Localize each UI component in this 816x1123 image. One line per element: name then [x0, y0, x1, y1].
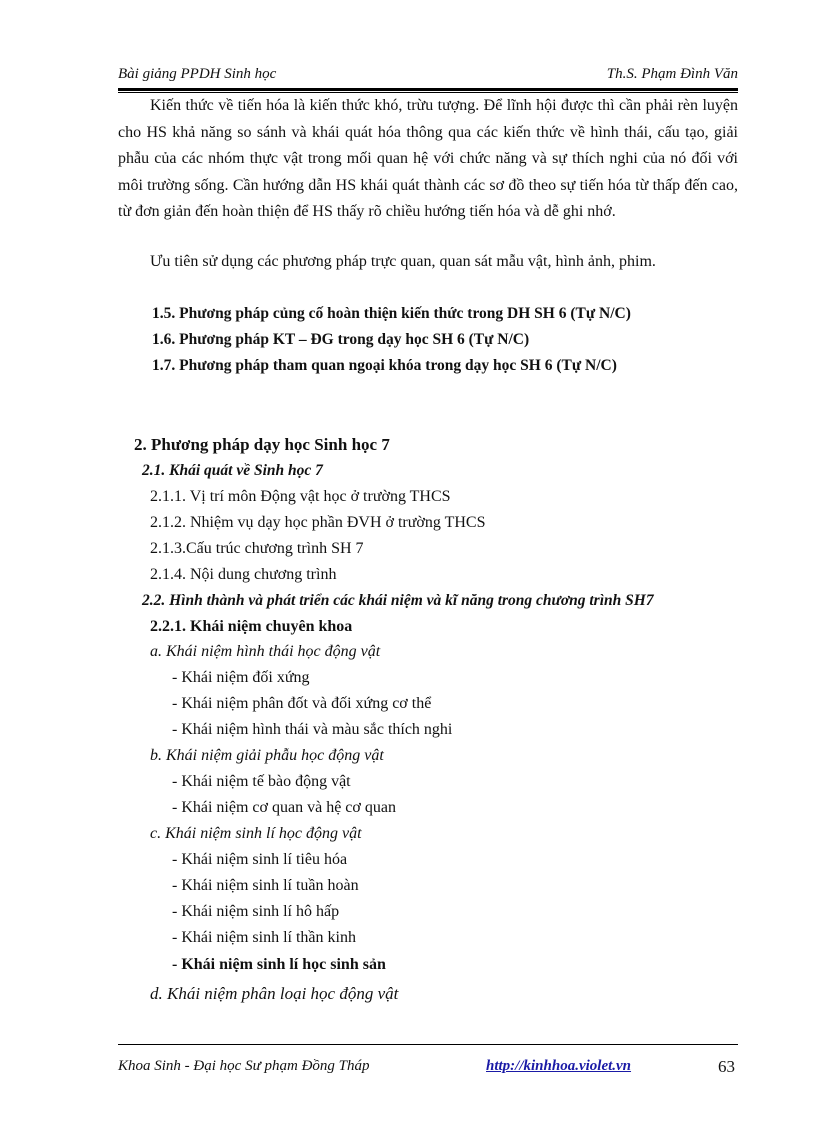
- paragraph-evolution: Kiến thức về tiến hóa là kiến thức khó, trừu tượng. Để lĩnh hội được thì cần phải rèn luyện cho HS khả năng so sánh và khái quát hóa thông qua các kiến thức về hình thái, cấu tạo, giải phẫu của các nhóm thực vật trong mối quan hệ với chức năng và sự thích nghi của nó đối với môi trường sống. Cần hướng dẫn HS khái quát thành các sơ đồ theo sự tiến hóa từ thấp đến cao, từ đơn giản đến hoàn thiện để HS thấy rõ chiều hướng tiến hóa và dễ ghi nhớ.: [118, 97, 738, 220]
- list-item: - Khái niệm sinh lí tuần hoàn: [172, 877, 359, 894]
- footer-website-link[interactable]: http://kinhhoa.violet.vn: [486, 1058, 632, 1074]
- list-item: - Khái niệm cơ quan và hệ cơ quan: [172, 799, 396, 816]
- item-2-1-4: 2.1.4. Nội dung chương trình: [150, 566, 337, 583]
- group-a-heading: a. Khái niệm hình thái học động vật: [150, 643, 381, 660]
- list-item: - Khái niệm sinh lí thần kinh: [172, 929, 356, 946]
- section-2-1-heading: 2.1. Khái quát về Sinh học 7: [142, 462, 323, 479]
- subsection-1-5: 1.5. Phương pháp củng cố hoàn thiện kiến thức trong DH SH 6 (Tự N/C): [152, 305, 631, 322]
- page-header: [118, 66, 738, 88]
- header-course-title: Bài giảng PPDH Sinh học: [118, 66, 277, 82]
- list-item-bold: - Khái niệm sinh lí học sinh sản: [172, 956, 386, 973]
- item-2-1-2: 2.1.2. Nhiệm vụ dạy học phần ĐVH ở trường THCS: [150, 514, 486, 531]
- list-item: - Khái niệm sinh lí tiêu hóa: [172, 851, 348, 868]
- group-b-heading: b. Khái niệm giải phẫu học động vật: [150, 747, 384, 764]
- group-d-heading: d. Khái niệm phân loại học động vật: [150, 984, 399, 1003]
- list-item: - Khái niệm đối xứng: [172, 669, 310, 686]
- page-number: 63: [718, 1057, 735, 1076]
- list-item: - Khái niệm sinh lí hô hấp: [172, 903, 340, 920]
- list-item: - Khái niệm phân đốt và đối xứng cơ thể: [172, 695, 432, 712]
- section-2-heading: 2. Phương pháp dạy học Sinh học 7: [134, 435, 390, 454]
- section-2-2-1-heading: 2.2.1. Khái niệm chuyên khoa: [150, 618, 353, 635]
- footer-rule: [118, 1044, 738, 1045]
- header-rule-thick: [118, 88, 738, 91]
- list-item: - Khái niệm hình thái và màu sắc thích nghi: [172, 721, 453, 738]
- subsection-1-7: 1.7. Phương pháp tham quan ngoại khóa trong dạy học SH 6 (Tự N/C): [152, 357, 617, 374]
- group-c-heading: c. Khái niệm sinh lí học động vật: [150, 825, 362, 842]
- item-2-1-3: 2.1.3.Cấu trúc chương trình SH 7: [150, 540, 364, 557]
- section-2-2-heading: 2.2. Hình thành và phát triển các khái niệm và kĩ năng trong chương trình SH7: [142, 592, 654, 609]
- paragraph-visual-methods: Ưu tiên sử dụng các phương pháp trực quan, quan sát mẫu vật, hình ảnh, phim.: [150, 253, 656, 270]
- footer-institution: Khoa Sinh - Đại học Sư phạm Đồng Tháp: [118, 1058, 370, 1074]
- list-item: - Khái niệm tế bào động vật: [172, 773, 351, 790]
- header-author: Th.S. Phạm Đình Văn: [606, 66, 738, 82]
- item-2-1-1: 2.1.1. Vị trí môn Động vật học ở trường THCS: [150, 488, 451, 505]
- subsection-1-6: 1.6. Phương pháp KT – ĐG trong dạy học SH 6 (Tự N/C): [152, 331, 530, 348]
